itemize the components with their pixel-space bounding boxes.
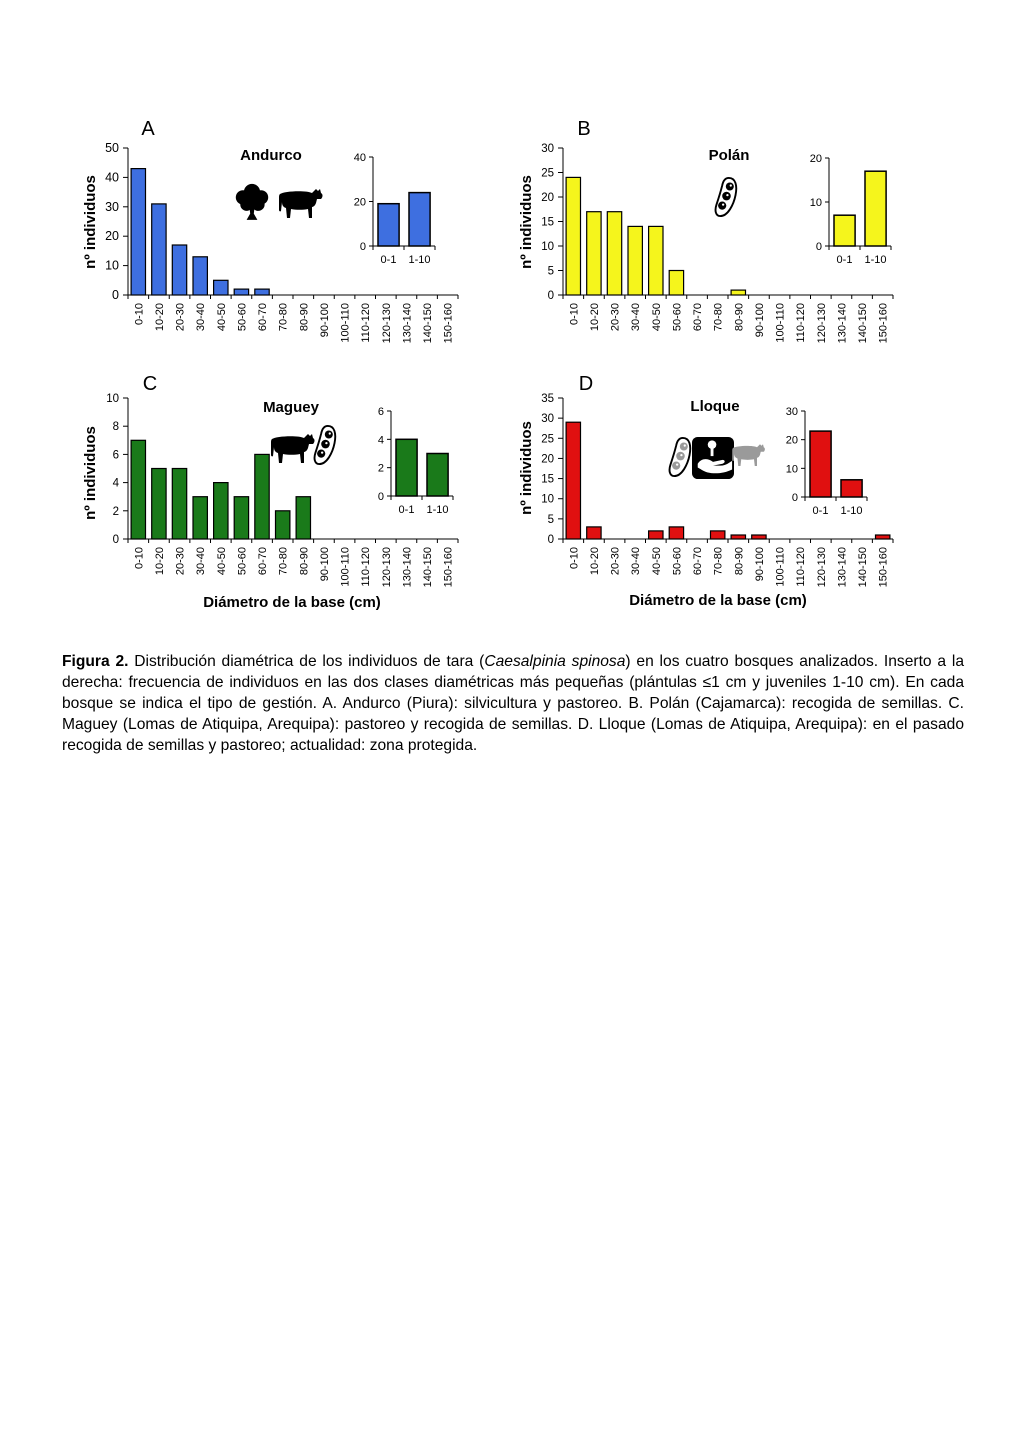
figure-caption	[62, 651, 964, 756]
x-tick-label: 80-90	[733, 547, 746, 576]
chart-title: Maguey	[263, 399, 319, 416]
bar-20-30	[607, 212, 621, 295]
seed-pod-icon	[670, 438, 691, 476]
inset-chart	[810, 153, 891, 266]
y-axis-label: nº individuos	[82, 175, 99, 269]
bar-60-70	[255, 289, 269, 295]
cow-icon	[732, 444, 765, 466]
y-tick-label: 50	[105, 141, 119, 155]
x-tick-label: 10-20	[153, 547, 166, 576]
bar-70-80	[711, 531, 725, 539]
bar-30-40	[193, 257, 207, 295]
x-tick-label: 60-70	[257, 547, 270, 576]
chart-panel-a	[82, 118, 458, 343]
x-tick-label: 20-30	[609, 547, 622, 576]
x-tick-label: 30-40	[630, 547, 643, 576]
bar-0-10	[566, 422, 580, 539]
panel-letter: A	[141, 118, 155, 140]
x-tick-label: 150-160	[442, 303, 455, 344]
inset-y-tick-label: 0	[815, 241, 822, 253]
bar-10-20	[587, 212, 601, 295]
bar-40-50	[649, 531, 663, 539]
x-tick-label: 40-50	[650, 303, 663, 332]
x-tick-label: 0-10	[568, 303, 581, 326]
x-tick-label: 130-140	[401, 303, 414, 344]
y-tick-label: 10	[541, 493, 554, 506]
inset-y-tick-label: 10	[809, 197, 822, 209]
bar-50-60	[669, 271, 683, 296]
bar-80-90	[731, 290, 745, 295]
inset-bar-1-10	[865, 171, 886, 246]
inset-bar-0-1	[810, 431, 831, 497]
x-tick-label: 130-140	[836, 303, 849, 344]
bar-20-30	[172, 245, 186, 295]
x-tick-label: 120-130	[815, 547, 828, 588]
x-axis-label: Diámetro de la base (cm)	[203, 594, 381, 611]
bar-60-70	[255, 454, 269, 539]
inset-x-tick-label: 0-1	[836, 254, 853, 266]
x-axis-label: Diámetro de la base (cm)	[629, 592, 807, 609]
x-tick-label: 0-10	[133, 303, 146, 326]
y-axis-label: nº individuos	[518, 421, 535, 515]
inset-chart	[354, 152, 435, 266]
x-tick-label: 10-20	[588, 547, 601, 576]
inset-y-tick-label: 20	[353, 196, 366, 209]
y-tick-label: 30	[105, 199, 119, 214]
inset-bar-1-10	[427, 454, 448, 497]
inset-chart	[786, 406, 867, 517]
inset-x-tick-label: 0-1	[398, 504, 415, 516]
bar-80-90	[296, 497, 310, 539]
y-tick-label: 20	[541, 192, 554, 204]
x-tick-label: 30-40	[195, 303, 208, 332]
x-tick-label: 80-90	[733, 303, 746, 332]
cow-icon	[279, 189, 323, 218]
y-tick-label: 4	[112, 477, 119, 490]
x-tick-label: 120-130	[380, 547, 393, 588]
bar-0-10	[131, 169, 145, 295]
x-tick-label: 50-60	[236, 303, 249, 332]
inset-y-tick-label: 2	[377, 462, 384, 475]
panel-letter: C	[142, 373, 158, 395]
inset-x-tick-label: 1-10	[408, 254, 431, 266]
y-tick-label: 15	[541, 216, 554, 229]
chart-panel-c	[82, 373, 458, 611]
y-tick-label: 15	[541, 473, 554, 486]
x-tick-label: 110-120	[795, 303, 808, 343]
bar-50-60	[669, 527, 683, 539]
y-tick-label: 25	[541, 433, 554, 446]
caption-text-part-2: ) en los cuatro bosques analizados. Inserto a la derecha: frecuencia de individuos en las dos clases diamétricas más pequeñas (plántulas ≤1 cm y juveniles 1-10 cm). En cada bosque se indica el tipo de gestión. A. Andurco (Piura): silvicultura y pastoreo. B. Polán (Cajamarca): recogida de semillas. C. Maguey (Lomas de Atiquipa, Arequipa): pastoreo y recogida de semillas. D. Lloque (Lomas de Atiquipa, Arequipa): en el pasado recogida de semillas y pastoreo; actualidad: zona protegida.	[62, 653, 964, 754]
x-tick-label: 70-80	[277, 547, 290, 576]
bar-40-50	[214, 483, 228, 539]
y-tick-label: 10	[106, 393, 119, 405]
x-tick-label: 150-160	[442, 547, 455, 588]
x-tick-label: 70-80	[277, 303, 290, 332]
panel-letter: B	[577, 118, 591, 140]
x-tick-label: 150-160	[877, 303, 890, 344]
x-tick-label: 50-60	[236, 547, 249, 576]
y-tick-label: 0	[112, 288, 119, 302]
seed-pod-icon	[716, 178, 737, 216]
x-tick-label: 110-120	[795, 547, 808, 587]
x-tick-label: 100-110	[339, 547, 352, 587]
tree-icon	[236, 184, 268, 220]
x-tick-label: 60-70	[692, 303, 705, 332]
inset-bar-0-1	[834, 215, 855, 246]
y-tick-label: 25	[541, 167, 554, 180]
x-tick-label: 70-80	[712, 547, 725, 576]
x-tick-label: 110-120	[360, 547, 373, 587]
x-tick-label: 40-50	[650, 547, 663, 576]
inset-y-tick-label: 4	[377, 434, 384, 447]
bar-40-50	[214, 280, 228, 295]
y-tick-label: 35	[541, 393, 554, 405]
y-tick-label: 2	[112, 505, 119, 518]
caption-label: Figura 2.	[62, 653, 129, 670]
bar-0-10	[131, 440, 145, 539]
x-tick-label: 130-140	[401, 547, 414, 588]
inset-bar-1-10	[409, 193, 430, 246]
y-tick-label: 6	[112, 449, 119, 462]
x-tick-label: 140-150	[422, 547, 435, 588]
y-tick-label: 0	[547, 534, 554, 546]
x-tick-label: 80-90	[298, 547, 311, 576]
bar-10-20	[152, 469, 166, 540]
x-tick-label: 90-100	[753, 303, 766, 338]
y-axis-label: nº individuos	[518, 175, 535, 269]
inset-bar-0-1	[396, 439, 417, 496]
inset-y-tick-label: 40	[353, 152, 366, 164]
y-tick-label: 20	[105, 229, 119, 244]
inset-bar-1-10	[841, 480, 862, 497]
x-tick-label: 140-150	[857, 303, 870, 344]
x-tick-label: 130-140	[836, 547, 849, 588]
inset-y-tick-label: 6	[377, 406, 384, 418]
y-tick-label: 10	[541, 241, 554, 253]
y-tick-label: 0	[112, 534, 119, 546]
x-tick-label: 100-110	[774, 303, 787, 343]
x-tick-label: 120-130	[815, 303, 828, 344]
x-tick-label: 70-80	[712, 303, 725, 332]
y-tick-label: 20	[541, 453, 554, 466]
x-tick-label: 40-50	[215, 547, 228, 576]
y-tick-label: 10	[105, 258, 119, 273]
x-tick-label: 10-20	[153, 303, 166, 332]
inset-bar-0-1	[378, 204, 399, 246]
x-tick-label: 50-60	[671, 547, 684, 576]
bar-20-30	[172, 469, 186, 540]
bar-50-60	[234, 289, 248, 295]
inset-x-tick-label: 1-10	[840, 505, 863, 517]
y-tick-label: 5	[547, 265, 554, 278]
chart-title: Andurco	[240, 147, 302, 164]
inset-y-tick-label: 10	[785, 463, 798, 476]
inset-y-tick-label: 20	[785, 434, 798, 447]
x-tick-label: 90-100	[318, 303, 331, 338]
inset-y-tick-label: 30	[785, 406, 798, 418]
y-tick-label: 8	[112, 421, 119, 434]
x-tick-label: 140-150	[857, 547, 870, 588]
x-tick-label: 80-90	[298, 303, 311, 332]
seed-pod-icon	[315, 426, 336, 464]
x-tick-label: 50-60	[671, 303, 684, 332]
bar-30-40	[193, 497, 207, 539]
x-tick-label: 20-30	[174, 547, 187, 576]
panel-letter: D	[578, 373, 594, 395]
x-tick-label: 110-120	[360, 303, 373, 343]
bar-80-90	[731, 535, 745, 539]
caption-species-name: Caesalpinia spinosa	[484, 653, 626, 670]
inset-y-tick-label: 0	[359, 241, 366, 253]
bar-10-20	[152, 204, 166, 295]
x-tick-label: 100-110	[774, 547, 787, 587]
y-tick-label: 30	[541, 413, 554, 426]
x-tick-label: 140-150	[422, 303, 435, 344]
y-tick-label: 0	[547, 290, 554, 302]
inset-y-tick-label: 0	[377, 491, 384, 503]
bar-50-60	[234, 497, 248, 539]
inset-chart	[378, 406, 453, 516]
x-tick-label: 40-50	[215, 303, 228, 332]
x-tick-label: 120-130	[380, 303, 393, 344]
x-tick-label: 150-160	[877, 547, 890, 588]
bar-30-40	[628, 226, 642, 295]
bar-70-80	[276, 511, 290, 539]
y-tick-label: 5	[547, 513, 554, 526]
inset-x-tick-label: 1-10	[864, 254, 887, 266]
x-tick-label: 90-100	[318, 547, 331, 582]
x-tick-label: 100-110	[339, 303, 352, 343]
x-tick-label: 0-10	[568, 547, 581, 570]
x-tick-label: 60-70	[257, 303, 270, 332]
protected-area-icon	[692, 437, 734, 479]
chart-title: Lloque	[690, 398, 740, 415]
x-tick-label: 10-20	[588, 303, 601, 332]
cow-icon	[271, 434, 315, 463]
inset-x-tick-label: 1-10	[426, 504, 449, 516]
figure-charts	[0, 0, 1024, 640]
bar-90-100	[752, 535, 766, 539]
bar-150-160	[876, 535, 890, 539]
chart-title: Polán	[708, 147, 750, 164]
x-tick-label: 30-40	[195, 547, 208, 576]
x-tick-label: 30-40	[630, 303, 643, 332]
inset-x-tick-label: 0-1	[812, 505, 829, 517]
inset-x-tick-label: 0-1	[380, 254, 397, 266]
x-tick-label: 60-70	[692, 547, 705, 576]
caption-text-part-1: Distribución diamétrica de los individuos de tara (	[128, 653, 485, 670]
x-tick-label: 20-30	[609, 303, 622, 332]
chart-panel-b	[518, 118, 893, 343]
inset-y-tick-label: 20	[809, 153, 822, 165]
inset-y-tick-label: 0	[791, 492, 798, 504]
x-tick-label: 0-10	[133, 547, 146, 570]
chart-panel-d	[518, 373, 893, 609]
y-tick-label: 40	[105, 170, 119, 185]
bar-40-50	[649, 226, 663, 295]
x-tick-label: 20-30	[174, 303, 187, 332]
x-tick-label: 90-100	[753, 547, 766, 582]
bar-0-10	[566, 177, 580, 295]
bar-10-20	[587, 527, 601, 539]
y-axis-label: nº individuos	[82, 426, 99, 520]
y-tick-label: 30	[541, 143, 554, 155]
